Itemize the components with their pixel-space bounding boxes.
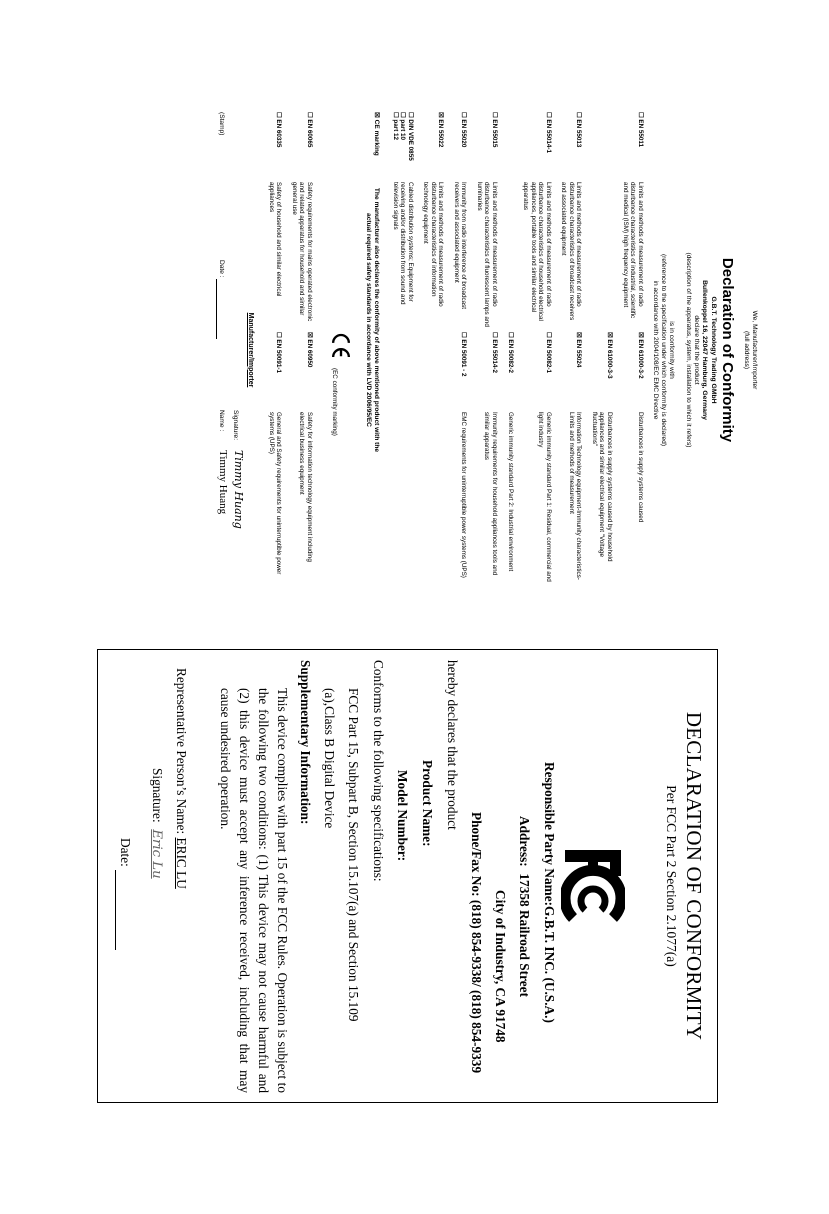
standards-row [260,110,283,590]
eu-ce-note: (EC conformity marking) [330,368,338,436]
standard-code-left: ☐ EN 55011 [636,112,644,148]
standards-row [384,110,415,590]
standard-code-left: ☐ EN 55014-1 [544,112,552,154]
fcc-rep-label: Representative Person’s Name: [174,668,189,835]
eu-name-label: Name : [218,410,226,432]
standard-code-left: ☒ EN 55022 [437,112,445,148]
standard-desc-left: Limits and methods of measurement of radio disturbance characteristics of fluorescent lamps and luminaries [475,182,498,327]
eu-date-line [216,279,225,339]
standard-code-right: ☒ EN 61000-3-2 [636,332,644,379]
eu-reference: (reference to the specification under which conformity is declared) [660,253,668,447]
standards-row [415,110,446,590]
standard-code-right: ☒ EN 61000-3-3 [606,332,613,379]
standard-code-right: ☐ EN 50091-1 [275,332,283,374]
fcc-spec-line-2: (a),Class B Digital Device [322,688,337,829]
eu-full-address-label: (full address) [742,330,750,370]
standard-code-right: ☒ EN 55024 [575,332,583,368]
eu-ce-section [320,110,380,590]
eu-declaration [98,110,758,590]
eu-directive: in accordance with 2004/108/EC EMC Directive [651,280,659,420]
fcc-date-line [115,870,135,950]
standard-desc-left: Limits and methods of measurement of radio disturbance characteristics of broadcast receivers and associated equipment [560,182,583,321]
standard-desc-left: Safety requirements for mains operated electronic and related apparatus for household and similar general use [290,182,313,322]
standard-code-right: ☐ EN 50082-2 [506,332,514,374]
standard-desc-left: Safety of household and similar electrical appliances [267,182,283,297]
standard-desc-left: Limits and methods of measurement of radio disturbance characteristics of information technology equipment [422,182,445,307]
fcc-signature: Eric Lu [149,829,164,879]
eu-safety-table [260,110,314,590]
fcc-supplementary-heading: Supplementary Information: [298,660,313,825]
fcc-model-number: Model Number: [395,770,410,862]
ce-logo-icon [330,330,352,362]
eu-stamp: (Stamp) [218,112,226,136]
standard-code-left: ☐ EN 55015 [490,112,498,148]
fcc-signature-row [147,768,167,879]
eu-manufacturer-label: We, Manufacturer/Importer [751,310,758,390]
eu-declare: declare that the product [692,315,700,385]
standard-desc-right: EMC requirements for uninterruptible power systems (UPS) [460,412,468,578]
standard-desc-right [415,410,446,590]
standard-desc-left [499,180,515,330]
eu-signature-row [213,110,246,590]
fcc-date-label: Date: [118,838,133,867]
eu-safety-section [260,110,314,590]
standards-row [515,110,553,590]
fcc-logo-icon [561,848,625,930]
fcc-representative [172,668,191,889]
fcc-subtitle: Per FCC Part 2 Section 2.1077(a) [663,785,679,967]
standard-desc-right: Generic immunity standard Part 2: Industrial environment [506,412,514,572]
standard-code-right: ☐ EN 50091 - 2 [460,332,468,377]
standard-code-right [415,330,446,410]
eu-signature-label: Signature: [232,410,240,441]
eu-company: G.B.T. Technology Trading GMbH [709,296,717,404]
fcc-hereby: hereby declares that the product [445,660,460,830]
fcc-declaration [97,649,718,1103]
fcc-title: DECLARATION OF CONFORMITY [682,711,706,1041]
eu-declaration-page [98,110,758,590]
standards-row [583,110,614,590]
standard-desc-left: Cabled distribution systems; Equipment for receiving and/or distribution from sound and television signals [391,182,414,305]
fcc-address: 17358 Railroad Street [517,873,532,997]
fcc-responsible-party: Responsible Party Name:G.B.T. INC. (U.S.A.) [542,762,557,1023]
eu-date [216,260,225,339]
standards-row [445,110,468,590]
standard-desc-left: Limits and methods of measurement of radio disturbance characteristics of industrial, scientific and medical (ISM) high frequency equipment [621,182,644,319]
standard-code-right [384,330,415,410]
eu-address: Bullenkoppel 16, 22047 Hamburg, Germany [701,280,709,420]
standard-desc-right: Generic immunity standard Part 1: Residual, commercial and light industry [537,412,552,582]
standard-desc-left: Immunity from radio interference of broadcast receivers and associated equipment [452,182,468,310]
standard-code-left [499,110,515,180]
fcc-phone: Phone/Fax No: (818) 854-9338/ (818) 854-9339 [469,812,484,1074]
standard-code-right: ☒ EN 60950 [305,332,313,368]
standard-desc-right: Safety for information technology equipment including electrical business equipment [298,412,313,562]
standards-row [283,110,314,590]
eu-name: Timmy Huang [217,450,230,515]
standard-code-left: ☐ DIN VDE 0855 ☐ part 10 ☐ part 12 [391,112,414,161]
standards-row [614,110,645,590]
eu-date-label: Date : [218,260,226,278]
standard-desc-right: Information Technology equipment-Immunity characteristics-Limits and methods of measurement [567,412,583,580]
eu-standards-table [384,110,645,590]
fcc-compliance-paragraph: This device complies with part 15 of the FCC Rules. Operation is subject to the following two conditions: (1) This device may not cause harmful and (2) this device must accept any inference received, including that may cause undesired operation. [218,688,290,1093]
eu-title: Declaration of Conformity [718,257,736,443]
eu-manufacturer-importer: Manufacturer/Importer [247,312,255,388]
fcc-date-row [115,838,135,950]
standard-desc-right: Disturbances in supply systems caused [636,412,644,523]
fcc-address-row [515,816,534,997]
standard-code-right: ☐ EN 55014-2 [490,332,498,374]
eu-ce-statement: The manufacturer also declares the conformity of above mentioned product with the actual required safety standards in accordance with LVD 2006/95/EC [364,187,380,453]
standards-row [468,110,499,590]
standards-row [553,110,584,590]
standard-desc-right [384,410,415,590]
standard-desc-right: Immunity requirements for household appliances tools and similar apparatus [483,412,498,576]
standard-desc-right: General and Safety requirements for uninterruptible power systems (UPS) [267,412,283,575]
eu-description: (description of the apparatus, system, installation to which it refers) [684,252,692,448]
standard-desc-left: Limits and methods of measurement of radio disturbance characteristics of household electrical appliances, portable tools and similar electrical apparatus [522,182,552,321]
eu-signature: Timmy Huang [232,450,246,529]
fcc-declaration-page [98,650,717,1102]
standard-code-right: ☐ EN 50082-1 [544,332,552,374]
fcc-address-label: Address: [517,816,532,867]
standard-code-left: ☐ EN 55020 [460,112,468,148]
fcc-rep-name: ERIC LU [174,837,189,889]
eu-conformity: is in conformity with [668,321,676,379]
fcc-conforms: Conforms to the following specifications: [371,660,386,882]
standard-desc-left [583,180,614,330]
fcc-city: City of Industry, CA 91748 [493,890,508,1043]
standard-code-left [583,110,614,180]
fcc-signature-label: Signature: [150,768,165,823]
eu-ce-marking-label: ☒ CE marking [372,112,380,156]
standard-code-left: ☐ EN 60065 [305,112,313,148]
standards-row [499,110,515,590]
fcc-product-name: Product Name: [420,760,435,847]
standard-code-left: ☐ EN 60335 [275,112,283,148]
standard-desc-right: Disturbances in supply systems caused by household appliances and similar electrical equipment "Voltage fluctuations" [590,412,613,562]
fcc-spec-line-1: FCC Part 15, Subpart B, Section 15.107(a) and Section 15.109 [346,688,361,1022]
standard-code-left: ☐ EN 55013 [575,112,583,148]
